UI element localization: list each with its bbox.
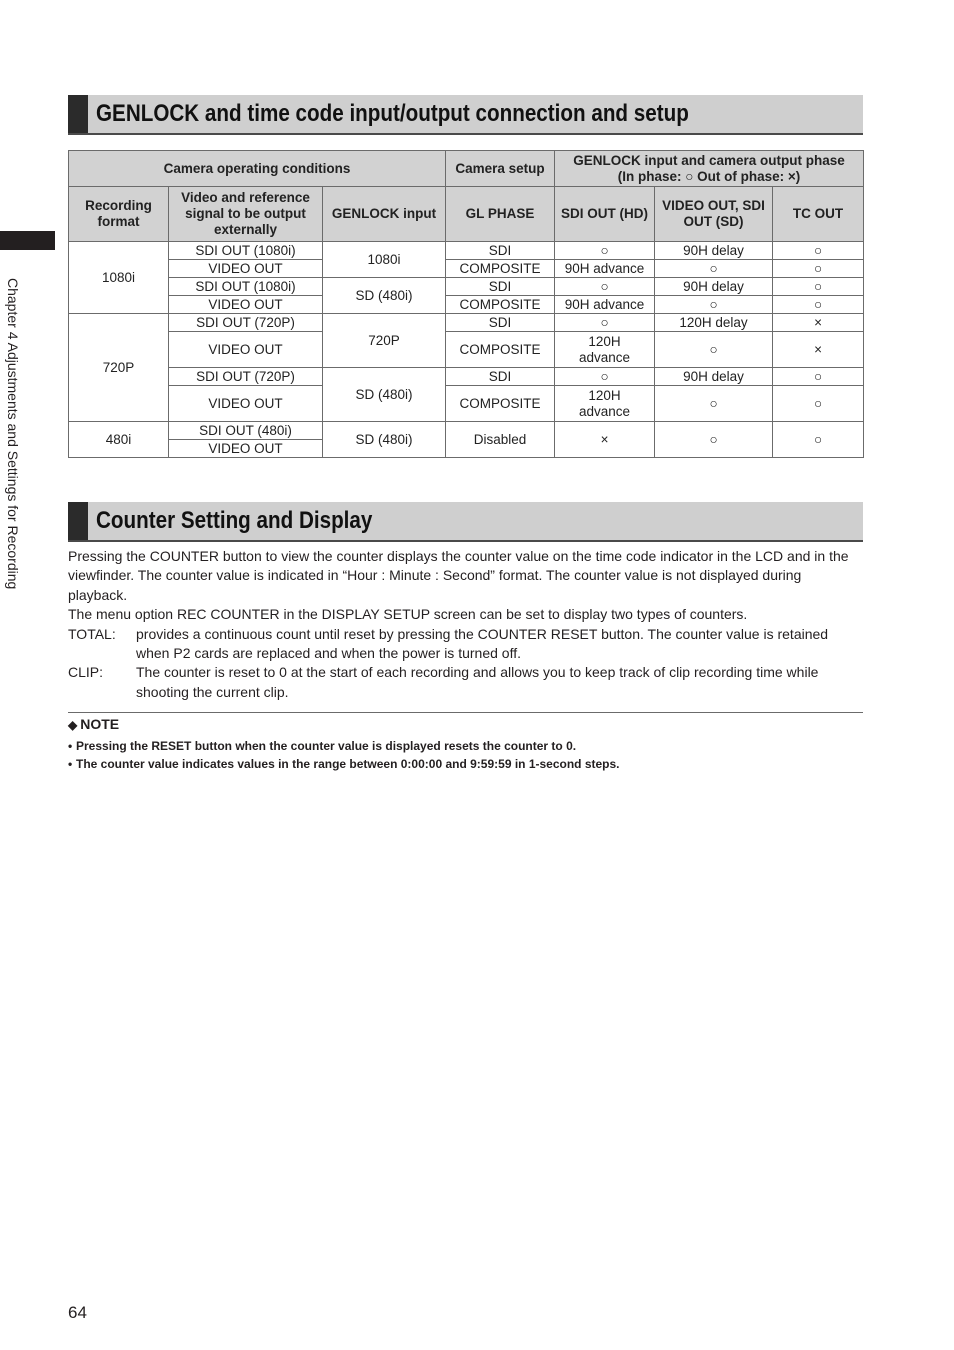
cell-video-sd: ○ (655, 260, 773, 278)
cell-video-sd: ○ (655, 332, 773, 368)
cell-gl-phase: COMPOSITE (446, 296, 555, 314)
header-phase (555, 151, 864, 187)
counter-types-list (68, 625, 863, 703)
cell-tc-out: ○ (773, 422, 864, 458)
cell-gl-phase: SDI (446, 314, 555, 332)
counter-description (68, 547, 863, 702)
header-phase-line2: (In phase: ○ Out of phase: ×) (617, 168, 801, 184)
cell-format: 720P (69, 314, 169, 422)
section-title-counter: Counter Setting and Display (96, 507, 373, 534)
list-item (68, 737, 863, 755)
cell-sdi-hd: 90H advance (555, 260, 655, 278)
cell-tc-out: ○ (773, 260, 864, 278)
cell-sdi-hd: 120H advance (555, 386, 655, 422)
cell-sdi-hd: ○ (555, 278, 655, 296)
cell-format: 480i (69, 422, 169, 458)
cell-gl-phase: COMPOSITE (446, 260, 555, 278)
list-item (68, 625, 863, 664)
cell-signal: VIDEO OUT (169, 260, 323, 278)
cell-video-sd: 120H delay (655, 314, 773, 332)
section-title-genlock: GENLOCK and time code input/output connection and setup (96, 100, 689, 127)
header-camera-setup: Camera setup (446, 151, 555, 187)
cell-video-sd: 90H delay (655, 368, 773, 386)
cell-gl-phase: Disabled (446, 422, 555, 458)
chapter-side-label: Chapter 4 Adjustments and Settings for Recording (5, 278, 21, 590)
table-row (69, 332, 864, 368)
header-genlock-input: GENLOCK input (323, 187, 446, 242)
table-row (69, 296, 864, 314)
cell-video-sd: ○ (655, 422, 773, 458)
cell-genlock-input: 720P (323, 314, 446, 368)
definition-term: TOTAL: (68, 625, 116, 642)
note-text: The counter value indicates values in the range between 0:00:00 and 9:59:59 in 1-second steps. (76, 757, 620, 771)
cell-gl-phase: SDI (446, 278, 555, 296)
cell-video-sd: 90H delay (655, 242, 773, 260)
cell-video-sd: ○ (655, 296, 773, 314)
note-divider (68, 712, 863, 713)
table-row (69, 422, 864, 440)
heading-bar (68, 502, 88, 540)
genlock-table (68, 150, 864, 458)
cell-signal: SDI OUT (1080i) (169, 242, 323, 260)
cell-signal: SDI OUT (480i) (169, 422, 323, 440)
cell-signal: VIDEO OUT (169, 440, 323, 458)
cell-signal: SDI OUT (1080i) (169, 278, 323, 296)
cell-gl-phase: SDI (446, 368, 555, 386)
cell-genlock-input: SD (480i) (323, 422, 446, 458)
cell-signal: SDI OUT (720P) (169, 368, 323, 386)
cell-sdi-hd: ○ (555, 314, 655, 332)
table-row (69, 278, 864, 296)
diamond-icon: ◆ (68, 718, 78, 732)
page-number: 64 (68, 1303, 87, 1322)
paragraph: Pressing the COUNTER button to view the counter displays the counter value on the time code indicator in the LCD and in the viewfinder. The counter value is indicated in “Hour : Minute : Second” format. The counter value is not displayed during playback. (68, 548, 849, 603)
cell-signal: SDI OUT (720P) (169, 314, 323, 332)
note-text: Pressing the RESET button when the counter value is displayed resets the counter to 0. (76, 739, 577, 753)
cell-genlock-input: SD (480i) (323, 278, 446, 314)
header-recording-format: Recording format (69, 187, 169, 242)
cell-sdi-hd: ○ (555, 242, 655, 260)
cell-signal: VIDEO OUT (169, 332, 323, 368)
cell-format: 1080i (69, 242, 169, 314)
cell-tc-out: ○ (773, 368, 864, 386)
paragraph: The menu option REC COUNTER in the DISPLAY SETUP screen can be set to display two types of counters. (68, 606, 748, 623)
cell-genlock-input: SD (480i) (323, 368, 446, 422)
table-row (69, 260, 864, 278)
header-gl-phase: GL PHASE (446, 187, 555, 242)
cell-gl-phase: SDI (446, 242, 555, 260)
definition-desc: The counter is reset to 0 at the start of each recording and allows you to keep track of clip recording time while shooting the current clip. (136, 664, 819, 700)
cell-tc-out: ○ (773, 386, 864, 422)
cell-gl-phase: COMPOSITE (446, 332, 555, 368)
table-row (69, 314, 864, 332)
cell-tc-out: ○ (773, 242, 864, 260)
header-camera-operating-conditions: Camera operating conditions (69, 151, 446, 187)
header-tc-out: TC OUT (773, 187, 864, 242)
cell-video-sd: ○ (655, 386, 773, 422)
cell-sdi-hd: × (555, 422, 655, 458)
cell-signal: VIDEO OUT (169, 296, 323, 314)
cell-sdi-hd: 120H advance (555, 332, 655, 368)
cell-signal: VIDEO OUT (169, 386, 323, 422)
note-title: NOTE (80, 716, 120, 732)
header-phase-line1: GENLOCK input and camera output phase (573, 152, 845, 168)
cell-tc-out: × (773, 314, 864, 332)
cell-sdi-hd: ○ (555, 368, 655, 386)
definition-desc: provides a continuous count until reset by pressing the COUNTER RESET button. The counter value is retained when P2 cards are replaced and when the power is turned off. (136, 625, 829, 662)
header-video-ref-signal: Video and reference signal to be output externally (169, 187, 323, 242)
cell-tc-out: ○ (773, 278, 864, 296)
header-video-out-sdi-sd: VIDEO OUT, SDI OUT (SD) (655, 187, 773, 242)
list-item (68, 663, 863, 702)
table-row (69, 242, 864, 260)
cell-tc-out: × (773, 332, 864, 368)
bullet-icon: • (68, 757, 73, 771)
chapter-tab-marker (0, 231, 55, 250)
cell-video-sd: 90H delay (655, 278, 773, 296)
table-row (69, 368, 864, 386)
bullet-icon: • (68, 739, 73, 753)
section-heading-counter (68, 502, 863, 542)
heading-bar (68, 95, 88, 133)
table-column-header-row (69, 187, 864, 242)
section-heading-genlock (68, 95, 863, 135)
header-sdi-out-hd: SDI OUT (HD) (555, 187, 655, 242)
cell-sdi-hd: 90H advance (555, 296, 655, 314)
cell-tc-out: ○ (773, 296, 864, 314)
list-item (68, 755, 863, 773)
note-heading (68, 716, 119, 734)
table-row (69, 386, 864, 422)
cell-gl-phase: COMPOSITE (446, 386, 555, 422)
definition-term: CLIP: (68, 664, 104, 681)
table-header-row (69, 151, 864, 187)
cell-genlock-input: 1080i (323, 242, 446, 278)
note-list (68, 737, 863, 773)
